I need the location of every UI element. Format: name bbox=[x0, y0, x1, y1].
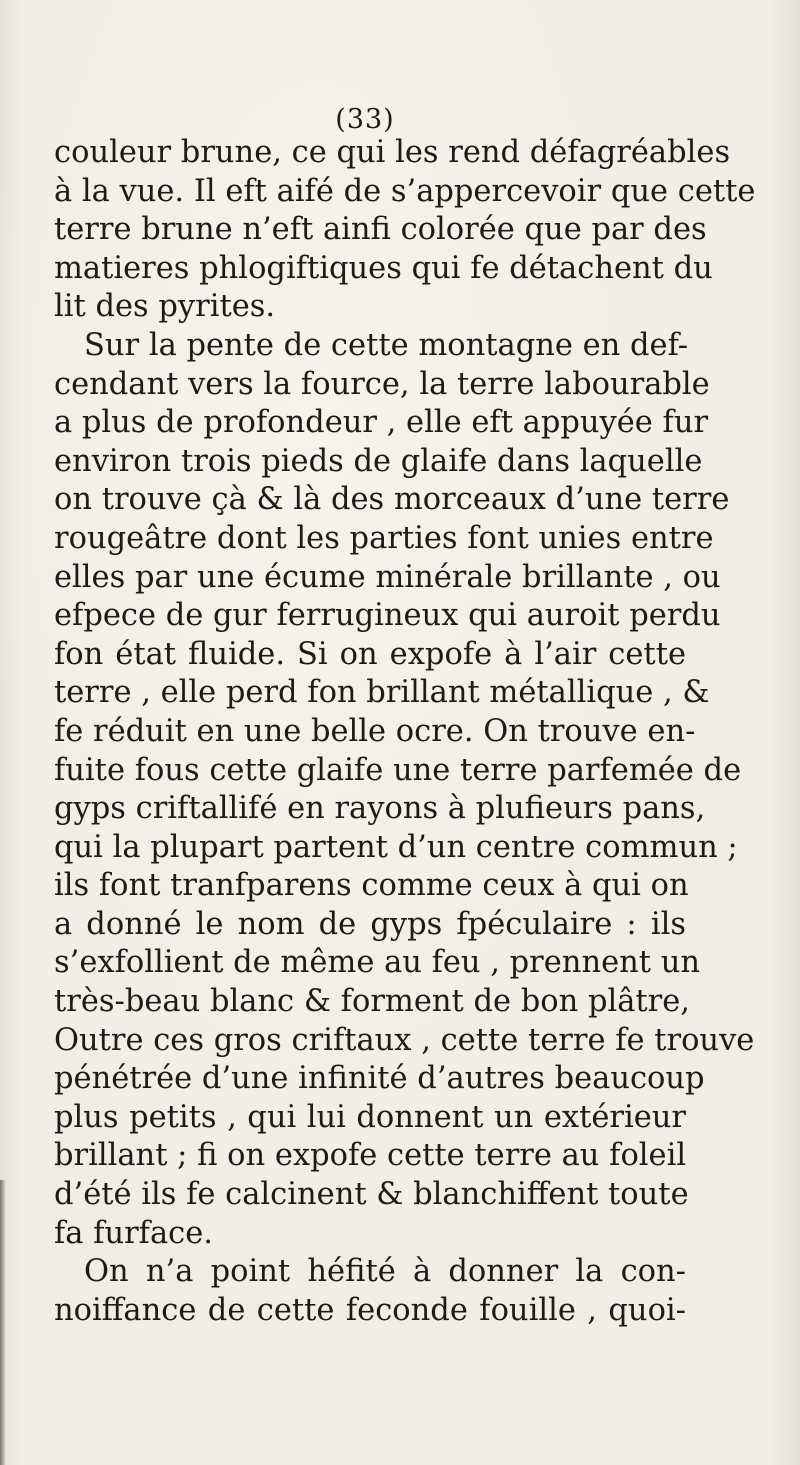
text-line: à la vue. Il eft aifé de s’appercevoir que cette bbox=[54, 173, 756, 209]
text-line: s’exfollient de même au feu , prennent un bbox=[54, 945, 701, 981]
text-line: d’été ils fe calcinent & blanchiffent toute bbox=[54, 1177, 689, 1213]
text-line: noiffance de cette feconde fouille , quoi- bbox=[54, 1292, 686, 1328]
body-text bbox=[54, 134, 756, 1330]
text-line: terre , elle perd fon brillant métallique , & bbox=[54, 675, 710, 711]
text-line: Outre ces gros criftaux , cette terre fe trouve bbox=[54, 1022, 755, 1058]
binding-shadow bbox=[0, 1180, 6, 1465]
text-line: on trouve çà & là des morceaux d’une terre bbox=[54, 482, 730, 518]
text-line: fon état fluide. Si on expofe à l’air cette bbox=[54, 636, 686, 672]
text-line: elles par une écume minérale brillante , ou bbox=[54, 559, 721, 595]
text-line: très-beau blanc & forment de bon plâtre, bbox=[54, 984, 691, 1020]
text-line: cendant vers la fource, la terre labourable bbox=[54, 366, 710, 402]
page-number: (33) bbox=[335, 104, 395, 135]
text-line: matieres phlogiftiques qui fe détachent du bbox=[54, 250, 713, 286]
text-line: lit des pyrites. bbox=[54, 289, 276, 325]
text-line: plus petits , qui lui donnent un extérieur bbox=[54, 1099, 686, 1135]
text-line: qui la plupart partent d’un centre commun ; bbox=[54, 829, 738, 865]
text-line: fa furface. bbox=[54, 1215, 213, 1251]
text-line: ils font tranfparens comme ceux à qui on bbox=[54, 868, 689, 904]
text-line: couleur brune, ce qui les rend défagréables bbox=[54, 135, 731, 170]
text-line: environ trois pieds de glaife dans laquelle bbox=[54, 443, 703, 479]
text-line: On n’a point héfité à donner la con- bbox=[84, 1254, 686, 1290]
text-line: fuite fous cette glaife une terre parfemée de bbox=[54, 752, 742, 788]
text-line: brillant ; fi on expofe cette terre au foleil bbox=[54, 1138, 687, 1174]
text-line: pénétrée d’une infinité d’autres beaucoup bbox=[54, 1061, 705, 1097]
text-line: rougeâtre dont les parties font unies entre bbox=[54, 520, 714, 556]
text-line: a plus de profondeur , elle eft appuyée fur bbox=[54, 405, 709, 441]
text-line: a donné le nom de gyps fpéculaire : ils bbox=[54, 906, 686, 942]
text-line: fe réduit en une belle ocre. On trouve en- bbox=[54, 713, 696, 749]
text-line: Sur la pente de cette montagne en def- bbox=[84, 327, 689, 363]
text-line: terre brune n’eft ainfi colorée que par des bbox=[54, 212, 707, 248]
text-line: efpece de gur ferrugineux qui auroit perdu bbox=[54, 598, 721, 634]
text-line: gyps criftallifé en rayons à plufieurs pans, bbox=[54, 791, 706, 827]
